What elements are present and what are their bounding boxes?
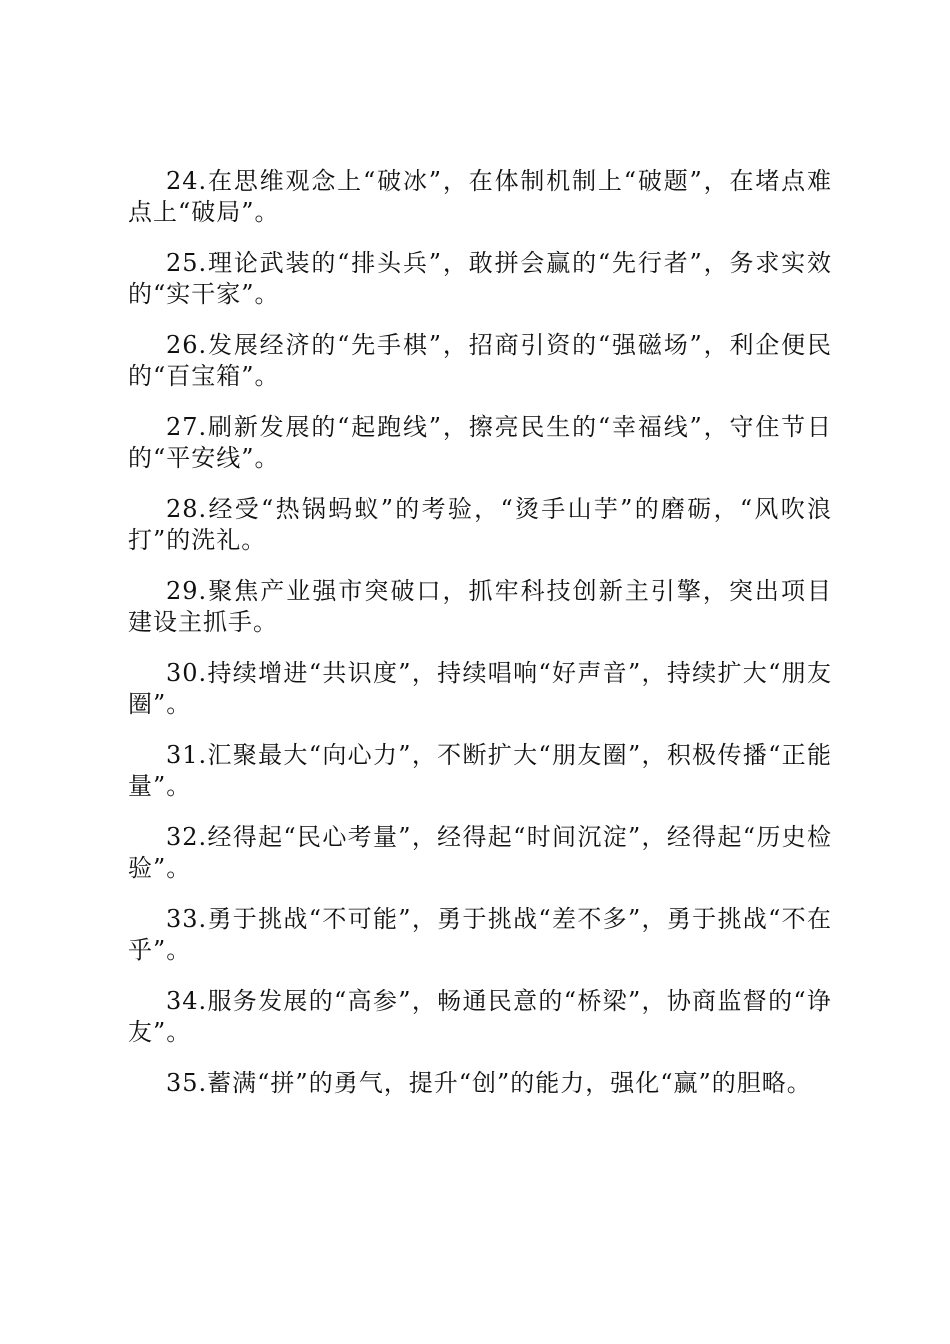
list-item: 27.刷新发展的“起跑线”，擦亮民生的“幸福线”，守住节日的“平安线”。 — [128, 413, 832, 472]
list-item: 24.在思维观念上“破冰”，在体制机制上“破题”，在堵点难点上“破局”。 — [128, 167, 832, 226]
list-item: 28.经受“热锅蚂蚁”的考验，“烫手山芋”的磨砺，“风吹浪打”的洗礼。 — [128, 495, 832, 554]
list-item: 34.服务发展的“高参”，畅通民意的“桥梁”，协商监督的“诤友”。 — [128, 987, 832, 1046]
list-item: 33.勇于挑战“不可能”，勇于挑战“差不多”，勇于挑战“不在乎”。 — [128, 905, 832, 964]
list-item: 26.发展经济的“先手棋”，招商引资的“强磁场”，利企便民的“百宝箱”。 — [128, 331, 832, 390]
list-item: 30.持续增进“共识度”，持续唱响“好声音”，持续扩大“朋友圈”。 — [128, 659, 832, 718]
list-item: 31.汇聚最大“向心力”，不断扩大“朋友圈”，积极传播“正能量”。 — [128, 741, 832, 800]
document-body — [128, 166, 832, 1119]
list-item: 25.理论武装的“排头兵”，敢拼会赢的“先行者”，务求实效的“实干家”。 — [128, 249, 832, 308]
list-item: 29.聚焦产业强市突破口，抓牢科技创新主引擎，突出项目建设主抓手。 — [128, 577, 832, 636]
list-item: 32.经得起“民心考量”，经得起“时间沉淀”，经得起“历史检验”。 — [128, 823, 832, 882]
list-item: 35.蓄满“拼”的勇气，提升“创”的能力，强化“赢”的胆略。 — [166, 1069, 812, 1097]
